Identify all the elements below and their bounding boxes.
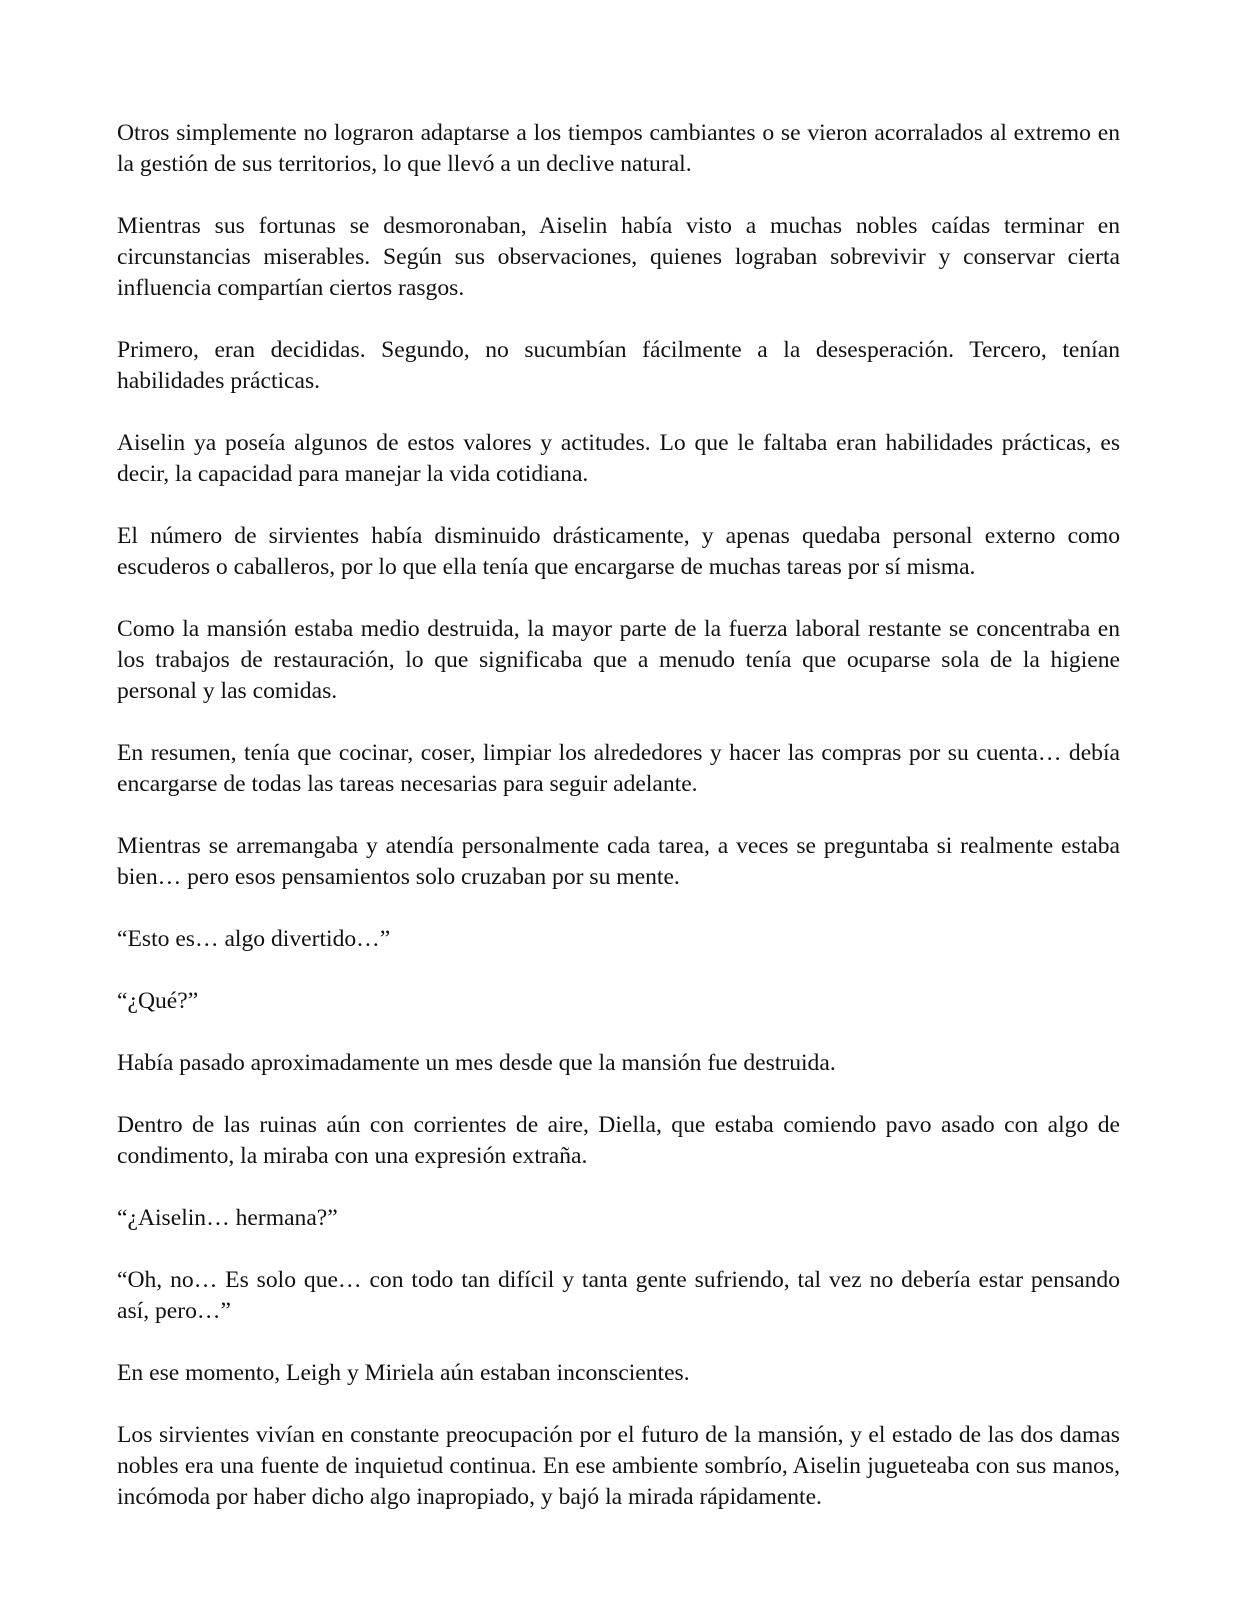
paragraph: Mientras se arremangaba y atendía personalmente cada tarea, a veces se preguntaba si realmente estaba bien… pero esos pensamientos solo cruzaban por su mente.	[117, 833, 1120, 890]
paragraph: Otros simplemente no lograron adaptarse a los tiempos cambiantes o se vieron acorralados al extremo en la gestión de sus territorios, lo que llevó a un declive natural.	[117, 120, 1120, 177]
paragraph: En ese momento, Leigh y Miriela aún estaban inconscientes.	[117, 1360, 690, 1386]
paragraph: Como la mansión estaba medio destruida, la mayor parte de la fuerza laboral restante se concentraba en los trabajos de restauración, lo que significaba que a menudo tenía que ocuparse sola de la higiene personal y las comidas.	[117, 616, 1120, 704]
paragraph: Mientras sus fortunas se desmoronaban, Aiselin había visto a muchas nobles caídas terminar en circunstancias miserables. Según sus observaciones, quienes lograban sobrevivir y conservar cierta influencia compartían ciertos rasgos.	[117, 213, 1120, 301]
paragraph: Aiselin ya poseía algunos de estos valores y actitudes. Lo que le faltaba eran habilidades prácticas, es decir, la capacidad para manejar la vida cotidiana.	[117, 430, 1120, 487]
paragraph: En resumen, tenía que cocinar, coser, limpiar los alrededores y hacer las compras por su cuenta… debía encargarse de todas las tareas necesarias para seguir adelante.	[117, 740, 1120, 797]
dialogue-line: “Esto es… algo divertido…”	[117, 926, 391, 952]
paragraph: Dentro de las ruinas aún con corrientes de aire, Diella, que estaba comiendo pavo asado con algo de condimento, la miraba con una expresión extraña.	[117, 1112, 1120, 1169]
dialogue-line: “¿Aiselin… hermana?”	[117, 1205, 338, 1231]
paragraph: Los sirvientes vivían en constante preocupación por el futuro de la mansión, y el estado de las dos damas nobles era una fuente de inquietud continua. En ese ambiente sombrío, Aiselin jugueteaba con sus manos, incómoda por haber dicho algo inapropiado, y bajó la mirada rápidamente.	[117, 1422, 1120, 1510]
dialogue-line: “Oh, no… Es solo que… con todo tan difícil y tanta gente sufriendo, tal vez no debería estar pensando así, pero…”	[117, 1267, 1120, 1324]
paragraph: El número de sirvientes había disminuido drásticamente, y apenas quedaba personal externo como escuderos o caballeros, por lo que ella tenía que encargarse de muchas tareas por sí misma.	[117, 523, 1120, 580]
paragraph: Había pasado aproximadamente un mes desde que la mansión fue destruida.	[117, 1050, 836, 1076]
paragraph: Primero, eran decididas. Segundo, no sucumbían fácilmente a la desesperación. Tercero, tenían habilidades prácticas.	[117, 337, 1120, 394]
dialogue-line: “¿Qué?”	[117, 988, 199, 1014]
document-page	[117, 118, 1120, 1513]
